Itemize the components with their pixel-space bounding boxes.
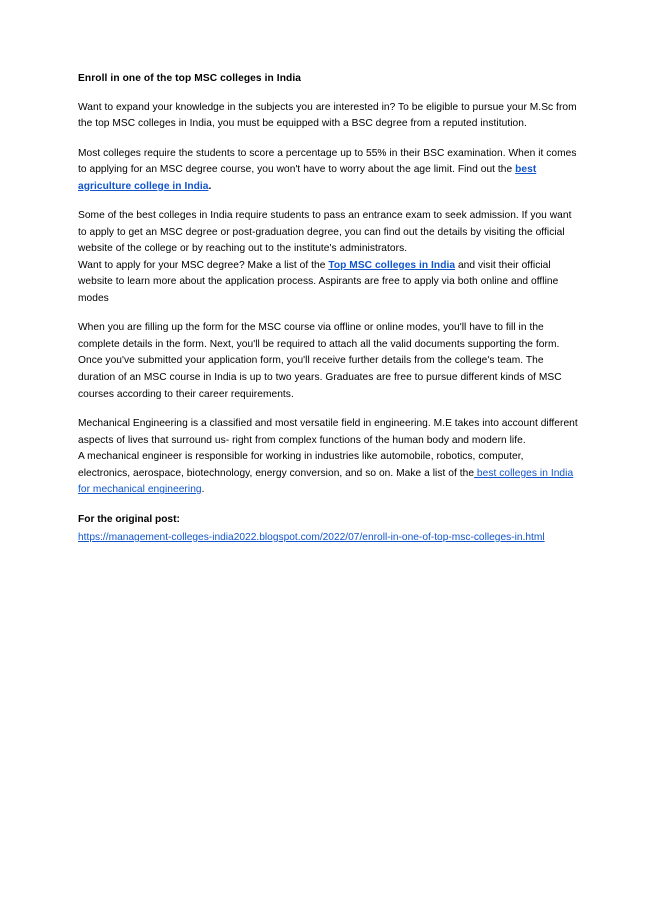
paragraph-8-text-end: . bbox=[201, 484, 205, 496]
paragraph-5 bbox=[78, 320, 578, 353]
original-post-label: For the original post: bbox=[78, 513, 180, 525]
paragraph-1-text: Want to expand your knowledge in the subjects you are interested in? To be eligible to pursue your M.Sc from the top MSC colleges in India, you must be equipped with a BSC degree from a reputed institution. bbox=[78, 101, 577, 130]
paragraph-2-text: Most colleges require the students to score a percentage up to 55% in their BSC examination. When it comes to applying for an MSC degree course, you won't have to worry about the age limit. Find out the bbox=[78, 147, 577, 176]
paragraph-2-period: . bbox=[208, 180, 212, 192]
link-top-msc-colleges[interactable]: Top MSC colleges in India bbox=[328, 259, 456, 271]
page-title: Enroll in one of the top MSC colleges in India bbox=[78, 73, 302, 84]
paragraph-8-text-start: A mechanical engineer is responsible for working in industries like automobile, robotics, computer, electronics, aerospace, biotechnology, energy conversion, and so on. Make a list of the bbox=[78, 451, 524, 479]
paragraph-1 bbox=[78, 100, 578, 133]
paragraph-6 bbox=[78, 353, 578, 403]
paragraph-4-text-end: and visit their official website to learn more about the application process. Aspirants are free to apply via both online and offline modes bbox=[78, 259, 559, 304]
paragraph-5-text: When you are filling up the form for the MSC course via offline or online modes, you'll have to fill in the complete details in the form. Next, you'll be required to attach all the valid documents supporting the form. bbox=[78, 322, 560, 350]
paragraph-2 bbox=[78, 146, 578, 196]
paragraph-3-text: Some of the best colleges in India require students to pass an entrance exam to seek admission. If you want to apply to get an MSC degree or post-graduation degree, you can find out the details by visiting the official website of the college or by reaching out to the institute's administrators. bbox=[78, 210, 572, 255]
paragraph-7-text: Mechanical Engineering is a classified and most versatile field in engineering. M.E takes into account different aspects of lives that surround us- right from complex functions of the human body and modern life. bbox=[78, 418, 578, 446]
link-best-mechanical-engineering-colleges[interactable]: best colleges in India for mechanical engineering bbox=[78, 467, 574, 496]
paragraph-6-text: Once you've submitted your application form, you'll receive further details from the college's team. The duration of an MSC course in India is up to two years. Graduates are free to pursue different kinds of MSC courses according to their career requirements. bbox=[78, 355, 562, 400]
link-best-agriculture-college[interactable]: best agriculture college in India bbox=[78, 164, 537, 192]
paragraph-3 bbox=[78, 208, 578, 258]
paragraph-4 bbox=[78, 258, 578, 308]
original-post-url[interactable]: https://management-colleges-india2022.blogspot.com/2022/07/enroll-in-one-of-top-msc-colleges-in.html bbox=[78, 531, 545, 543]
paragraph-8 bbox=[78, 449, 578, 499]
paragraph-7 bbox=[78, 416, 578, 449]
paragraph-4-text-start: Want to apply for your MSC degree? Make a list of the bbox=[78, 259, 329, 271]
